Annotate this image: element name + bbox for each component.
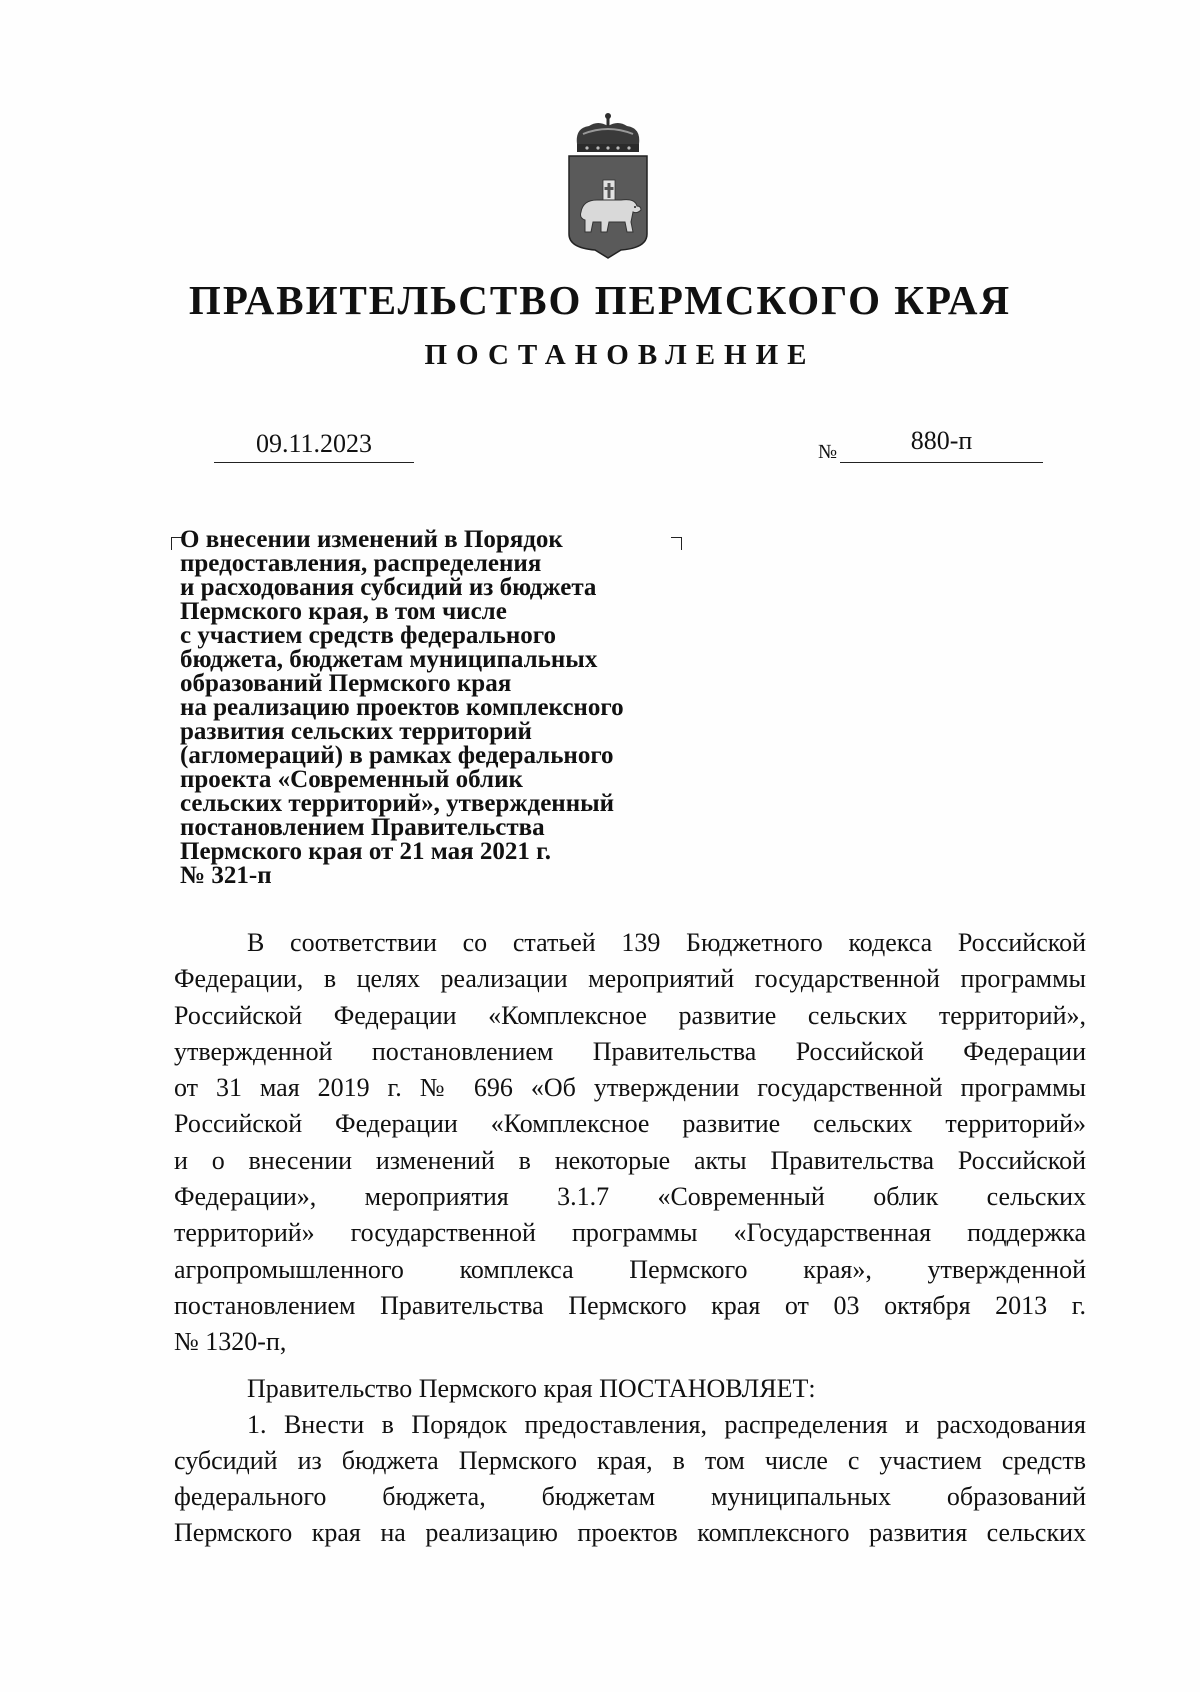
clause-line: 1. Внести в Порядок предоставления, распределения и расходования xyxy=(247,1409,1086,1439)
document-date: 09.11.2023 xyxy=(214,427,414,463)
clause-1 xyxy=(174,1407,1086,1552)
subject-line: проекта «Современный облик xyxy=(180,766,523,793)
preamble-line: Федерации, в целях реализации мероприятий государственной программы xyxy=(174,964,1086,994)
preamble-line: от 31 мая 2019 г. № 696 «Об утверждении государственной программы xyxy=(174,1073,1086,1103)
preamble-line: Российской Федерации «Комплексное развитие сельских территорий» xyxy=(174,1109,1086,1139)
preamble-line: агропромышленного комплекса Пермского края», утвержденной xyxy=(174,1254,1086,1284)
subject-line: предоставления, распределения xyxy=(180,550,542,577)
preamble-line: Российской Федерации «Комплексное развитие сельских территорий», xyxy=(174,1000,1086,1030)
crown-icon xyxy=(577,113,640,152)
document-body xyxy=(174,925,1086,1552)
subject-line: № 321-п xyxy=(180,862,272,889)
preamble-paragraph xyxy=(174,925,1086,1361)
resolves-statement: Правительство Пермского края ПОСТАНОВЛЯЕТ: xyxy=(247,1373,816,1403)
number-sign: № xyxy=(818,441,838,463)
document-number: 880-п xyxy=(840,424,1043,463)
subject-line: сельских территорий», утвержденный xyxy=(180,790,615,817)
document-type-heading: ПОСТАНОВЛЕНИЕ xyxy=(424,339,816,371)
clause-line: Пермского края на реализацию проектов комплексного развития сельских xyxy=(174,1518,1086,1548)
subject-line: постановлением Правительства xyxy=(180,814,545,841)
preamble-line: В соответствии со статьей 139 Бюджетного кодекса Российской xyxy=(247,928,1086,957)
subject-line: на реализацию проектов комплексного xyxy=(180,694,624,721)
coat-of-arms-icon xyxy=(563,110,653,260)
preamble-line: и о внесении изменений в некоторые акты Правительства Российской xyxy=(174,1145,1086,1175)
subject-line: Пермского края от 21 мая 2021 г. xyxy=(180,838,551,865)
subject-line: с участием средств федерального xyxy=(180,622,556,649)
preamble-line: Федерации», мероприятия 3.1.7 «Современный облик сельских xyxy=(174,1182,1086,1212)
preamble-line: территорий» государственной программы «Государственная поддержка xyxy=(174,1218,1086,1248)
document-subject xyxy=(180,528,700,888)
subject-line: (агломераций) в рамках федерального xyxy=(180,742,614,769)
clause-line: федерального бюджета, бюджетам муниципальных образований xyxy=(174,1482,1086,1512)
subject-line: О внесении изменений в Порядок xyxy=(180,526,563,553)
subject-line: и расходования субсидий из бюджета xyxy=(180,574,597,601)
subject-line: бюджета, бюджетам муниципальных xyxy=(180,646,598,673)
subject-line: развития сельских территорий xyxy=(180,718,532,745)
preamble-line: постановлением Правительства Пермского края от 03 октября 2013 г. xyxy=(174,1290,1086,1320)
organization-title: ПРАВИТЕЛЬСТВО ПЕРМСКОГО КРАЯ xyxy=(188,277,1012,323)
preamble-line: утвержденной постановлением Правительства Российской Федерации xyxy=(174,1036,1086,1066)
preamble-line: № 1320-п, xyxy=(174,1327,287,1357)
subject-line: Пермского края, в том числе xyxy=(180,598,507,625)
clause-line: субсидий из бюджета Пермского края, в том числе с участием средств xyxy=(174,1445,1086,1475)
subject-line: образований Пермского края xyxy=(180,670,512,697)
